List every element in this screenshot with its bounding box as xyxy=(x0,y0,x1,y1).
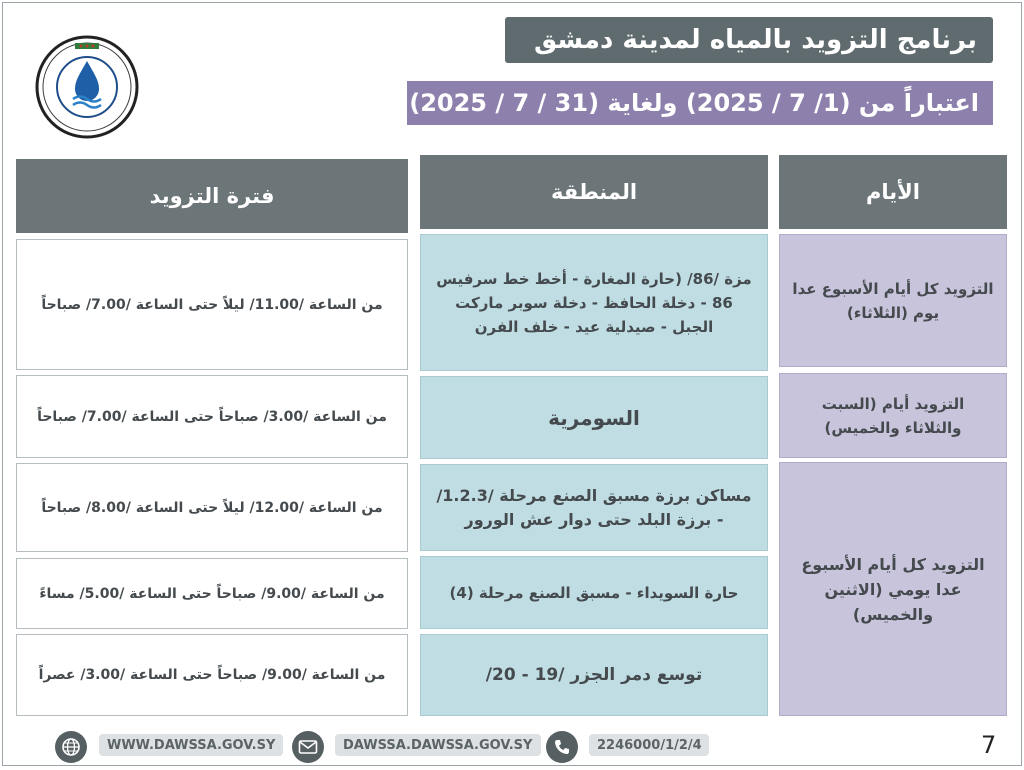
phone-number: 2246000/1/2/4 xyxy=(589,734,709,756)
website-link[interactable]: WWW.DAWSSA.GOV.SY xyxy=(99,734,283,756)
envelope-icon xyxy=(292,731,324,763)
globe-icon xyxy=(55,731,87,763)
page-title: برنامج التزويد بالمياه لمدينة دمشق xyxy=(505,17,993,63)
period-cell-5: من الساعة /9.00/ صباحاً حتى الساعة /3.00/ عصراً xyxy=(16,634,408,716)
page-number: 7 xyxy=(981,731,997,759)
period-cell-2: من الساعة /3.00/ صباحاً حتى الساعة /7.00/ صباحاً xyxy=(16,375,408,458)
period-cell-3: من الساعة /12.00/ ليلاً حتى الساعة /8.00/ صباحاً xyxy=(16,463,408,552)
period-cell-1: من الساعة /11.00/ ليلاً حتى الساعة /7.00/ صباحاً xyxy=(16,239,408,370)
area-cell-5: توسع دمر الجزر /19 - 20/ xyxy=(420,634,768,716)
header-area: المنطقة xyxy=(420,155,768,229)
page xyxy=(2,2,1022,766)
email-link[interactable]: DAWSSA.DAWSSA.GOV.SY xyxy=(335,734,541,756)
days-cell-3: التزويد كل أيام الأسبوع عدا يومي (الاثنين والخميس) xyxy=(779,462,1007,716)
days-cell-2: التزويد أيام (السبت والثلاثاء والخميس) xyxy=(779,373,1007,458)
period-cell-4: من الساعة /9.00/ صباحاً حتى الساعة /5.00/ مساءً xyxy=(16,558,408,629)
organization-logo xyxy=(35,35,139,139)
area-cell-1: مزة /86/ (حارة المغارة - أخط خط سرفيس 86 - دخلة الحافظ - دخلة سوبر ماركت الجبل - صيدلية عيد - خلف الفرن xyxy=(420,234,768,371)
date-range-subtitle: اعتباراً من (1/ 7 / 2025) ولغاية (31 / 7 / 2025) xyxy=(407,81,993,125)
phone-icon xyxy=(546,731,578,763)
header-days: الأيام xyxy=(779,155,1007,229)
area-cell-3: مساكن برزة مسبق الصنع مرحلة /1.2.3/ - برزة البلد حتى دوار عش الورور xyxy=(420,464,768,551)
area-cell-2: السومرية xyxy=(420,376,768,459)
area-cell-4: حارة السويداء - مسبق الصنع مرحلة (4) xyxy=(420,556,768,629)
days-cell-1: التزويد كل أيام الأسبوع عدا يوم (الثلاثاء) xyxy=(779,234,1007,367)
header-period: فترة التزويد xyxy=(16,159,408,233)
